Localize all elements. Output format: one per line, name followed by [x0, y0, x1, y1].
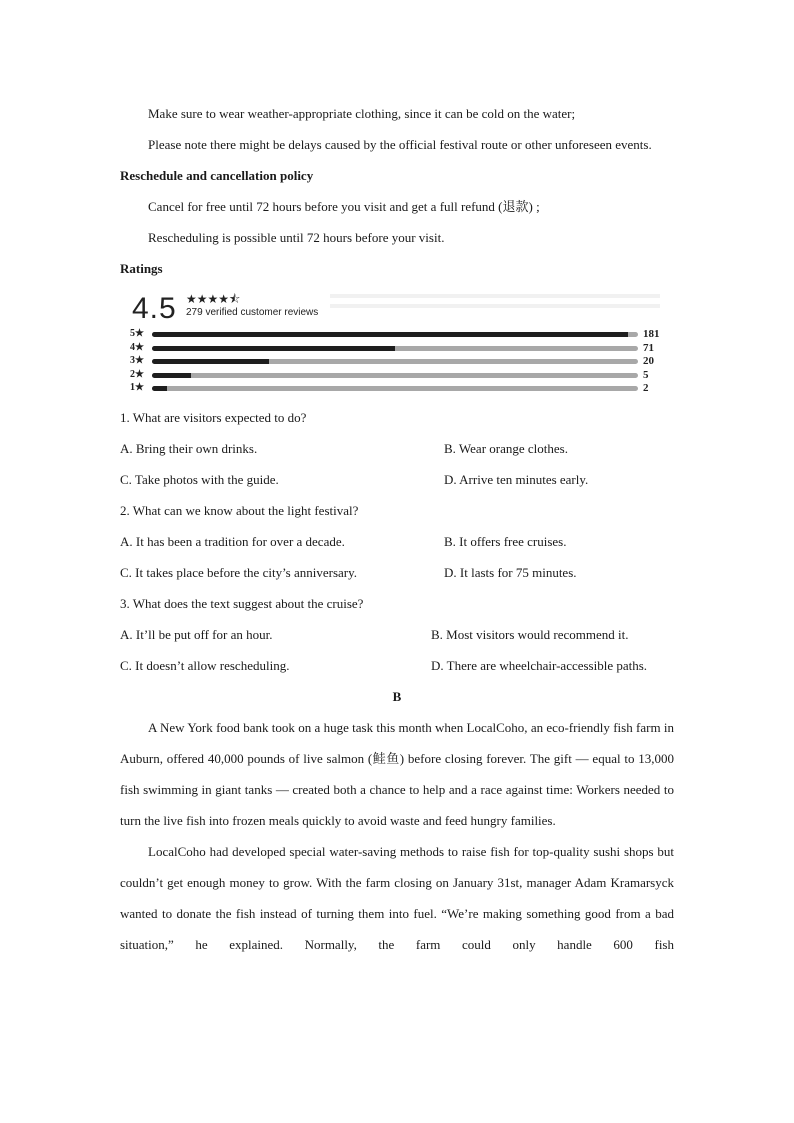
rating-row-label: 4★: [130, 341, 144, 353]
option-c: C. It takes place before the city’s anniversary.: [120, 565, 358, 580]
rating-bar-fill: [152, 346, 395, 351]
question-stem: 2. What can we know about the light festival?: [120, 503, 359, 518]
rating-row: [120, 369, 674, 383]
option-row: [120, 650, 674, 681]
rating-bar-fill: [152, 386, 167, 391]
option-a: A. It has been a tradition for over a decade.: [120, 534, 345, 549]
option-c: C. It doesn’t allow rescheduling.: [120, 658, 290, 673]
option-a: A. It’ll be put off for an hour.: [120, 627, 273, 642]
option-b: B. Wear orange clothes.: [444, 441, 568, 456]
policy-line-2: Rescheduling is possible until 72 hours before your visit.: [148, 230, 445, 245]
ratings-graphic: [120, 286, 674, 398]
rating-row-label: 5★: [130, 328, 144, 339]
rating-row-label: 3★: [130, 355, 144, 366]
option-d: D. There are wheelchair-accessible paths.: [431, 658, 648, 673]
rating-bar-fill: [152, 332, 628, 337]
rating-row: [120, 355, 674, 369]
option-row: [120, 619, 674, 650]
option-c: C. Take photos with the guide.: [120, 472, 279, 487]
intro-line-2: Please note there might be delays caused by the official festival route or other unforeseen events.: [148, 137, 652, 152]
question-stem: 3. What does the text suggest about the cruise?: [120, 596, 364, 611]
rating-row: [120, 382, 674, 396]
question-stem: 1. What are visitors expected to do?: [120, 410, 307, 425]
faded-background-text: [330, 290, 660, 318]
rating-row-count: 181: [643, 328, 660, 340]
option-d: D. It lasts for 75 minutes.: [444, 565, 577, 580]
policy-heading: Reschedule and cancellation policy: [120, 168, 314, 183]
document-page: [120, 98, 674, 960]
rating-row-label: 1★: [130, 382, 144, 393]
rating-row-count: 5: [643, 368, 649, 381]
rating-bar-track: [152, 373, 638, 378]
questions: [120, 402, 674, 681]
rating-row-count: 2: [643, 382, 649, 394]
rating-bar-track: [152, 346, 638, 351]
rating-bar-track: [152, 359, 638, 364]
ratings-heading: Ratings: [120, 261, 163, 276]
option-row: [120, 526, 674, 557]
reviews-count: 279 verified customer reviews: [186, 307, 319, 318]
average-rating: 4.5: [132, 292, 177, 325]
option-b: B. It offers free cruises.: [444, 534, 567, 549]
rating-row-count: 20: [643, 355, 654, 367]
star-rating-icon: ★★★★⯪: [186, 292, 241, 306]
rating-bar-fill: [152, 373, 191, 378]
rating-row-count: 71: [643, 341, 654, 354]
rating-row: [120, 342, 674, 356]
policy-line-1: Cancel for free until 72 hours before you visit and get a full refund (退款) ;: [148, 199, 540, 214]
option-b: B. Most visitors would recommend it.: [431, 627, 629, 642]
rating-bar-fill: [152, 359, 269, 364]
section-b-paragraph-1: A New York food bank took on a huge task this month when LocalCoho, an eco-friendly fish farm in Auburn, offered 40,000 pounds of live salmon (鲑鱼) before closing forever. The gift — equal to 13,000 fish swimming in giant tanks — created both a chance to help and a race against time: Workers needed to turn the live fish into frozen meals quickly to avoid waste and feed hungry families.: [120, 720, 674, 828]
option-row: [120, 433, 674, 464]
section-b-paragraph-2: LocalCoho had developed special water-saving methods to raise fish for top-quality sushi shops but couldn’t get enough money to grow. With the farm closing on January 31st, manager Adam Kramarsyck wanted to donate the fish instead of turning them into fuel. “We’re making something good from a bad situation,” he explained. Normally, the farm could only handle 600 fish: [120, 844, 674, 952]
rating-bar-track: [152, 332, 638, 337]
option-row: [120, 464, 674, 495]
section-b-letter: B: [392, 689, 402, 704]
rating-row-label: 2★: [130, 368, 144, 380]
option-a: A. Bring their own drinks.: [120, 441, 258, 456]
option-row: [120, 557, 674, 588]
rating-rows: [120, 328, 674, 396]
option-d: D. Arrive ten minutes early.: [444, 472, 589, 487]
rating-bar-track: [152, 386, 638, 391]
intro-line-1: Make sure to wear weather-appropriate clothing, since it can be cold on the water;: [148, 106, 576, 121]
rating-row: [120, 328, 674, 342]
